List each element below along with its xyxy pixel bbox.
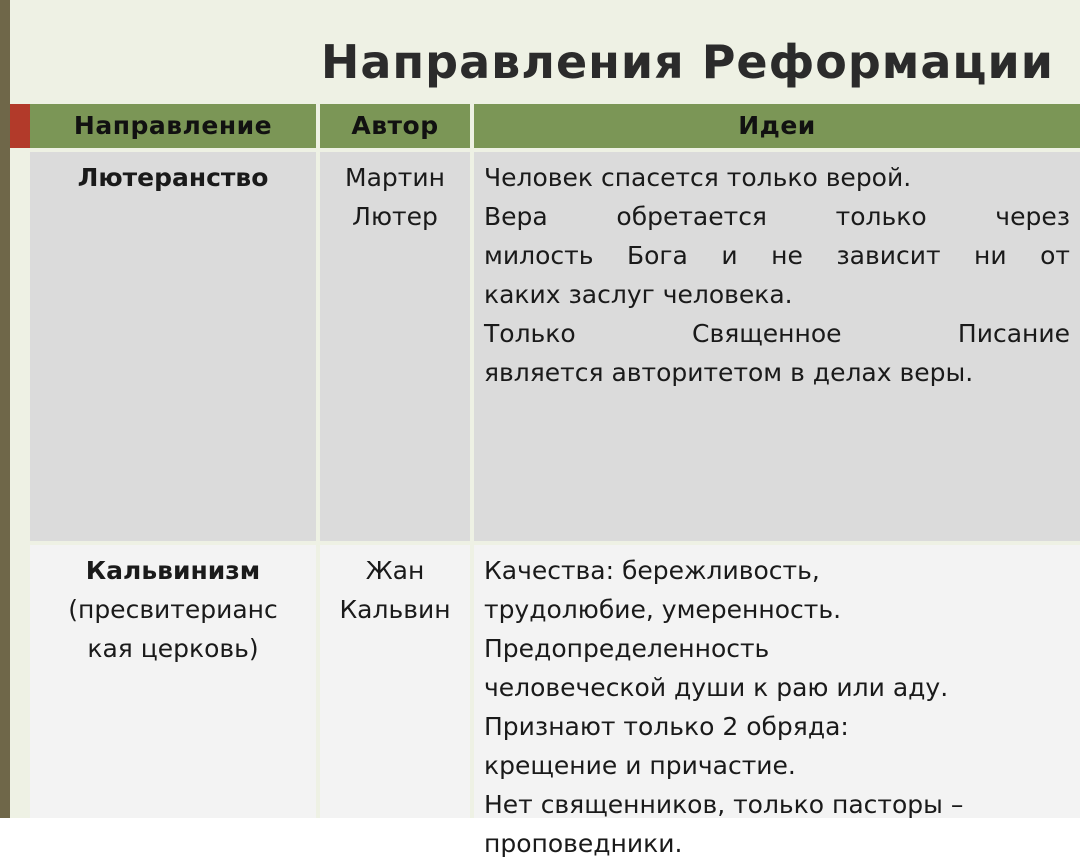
row-1-author-line: Мартин	[345, 163, 445, 192]
row-1-idea-line: каких заслуг человека.	[484, 280, 793, 309]
row-1-direction-cell	[30, 152, 316, 541]
row-2-idea-line: Предопределенность	[484, 634, 770, 663]
row-2-author-line: Кальвин	[339, 595, 451, 624]
row-1-idea-line: Только Священное Писание	[484, 319, 1070, 348]
row-1-idea-line: Вера обретается только через	[484, 202, 1070, 231]
row-1-idea-line: Человек спасется только верой.	[484, 163, 912, 192]
row-2-direction: Кальвинизм	[85, 556, 261, 585]
row-1-direction: Лютеранство	[77, 163, 269, 192]
row-2-idea-line: человеческой души к раю или аду.	[484, 673, 949, 702]
header-author: Автор	[320, 104, 470, 148]
row-2-idea-line: Нет священников, только пасторы –	[484, 790, 964, 819]
reformation-table	[30, 104, 1080, 858]
header-direction: Направление	[30, 104, 316, 148]
row-2-author-line: Жан	[365, 556, 425, 585]
row-1-ideas-cell	[474, 152, 1080, 541]
header-ideas: Идеи	[474, 104, 1080, 148]
row-2-idea-line: Качества: бережливость,	[484, 556, 820, 585]
header-accent-block	[10, 104, 30, 148]
row-1-author-cell	[320, 152, 470, 541]
row-2-author-cell	[320, 545, 470, 818]
row-2-direction-note: кая церковь)	[87, 634, 259, 663]
row-2-idea-line: крещение и причастие.	[484, 751, 796, 780]
left-decor-bar	[0, 0, 10, 818]
slide-title: Направления Реформации	[320, 35, 1054, 89]
row-1-author-line: Лютер	[352, 202, 438, 231]
row-1-idea-line: является авторитетом в делах веры.	[484, 358, 974, 387]
row-2-idea-line: трудолюбие, умеренность.	[484, 595, 842, 624]
row-2-ideas-cell	[474, 545, 1080, 858]
row-1-idea-line: милость Бога и не зависит ни от	[484, 241, 1070, 270]
row-2-idea-line: проповедники.	[484, 829, 683, 858]
row-2-idea-line: Признают только 2 обряда:	[484, 712, 849, 741]
row-2-direction-cell	[30, 545, 316, 818]
row-2-direction-note: (пресвитерианс	[68, 595, 278, 624]
